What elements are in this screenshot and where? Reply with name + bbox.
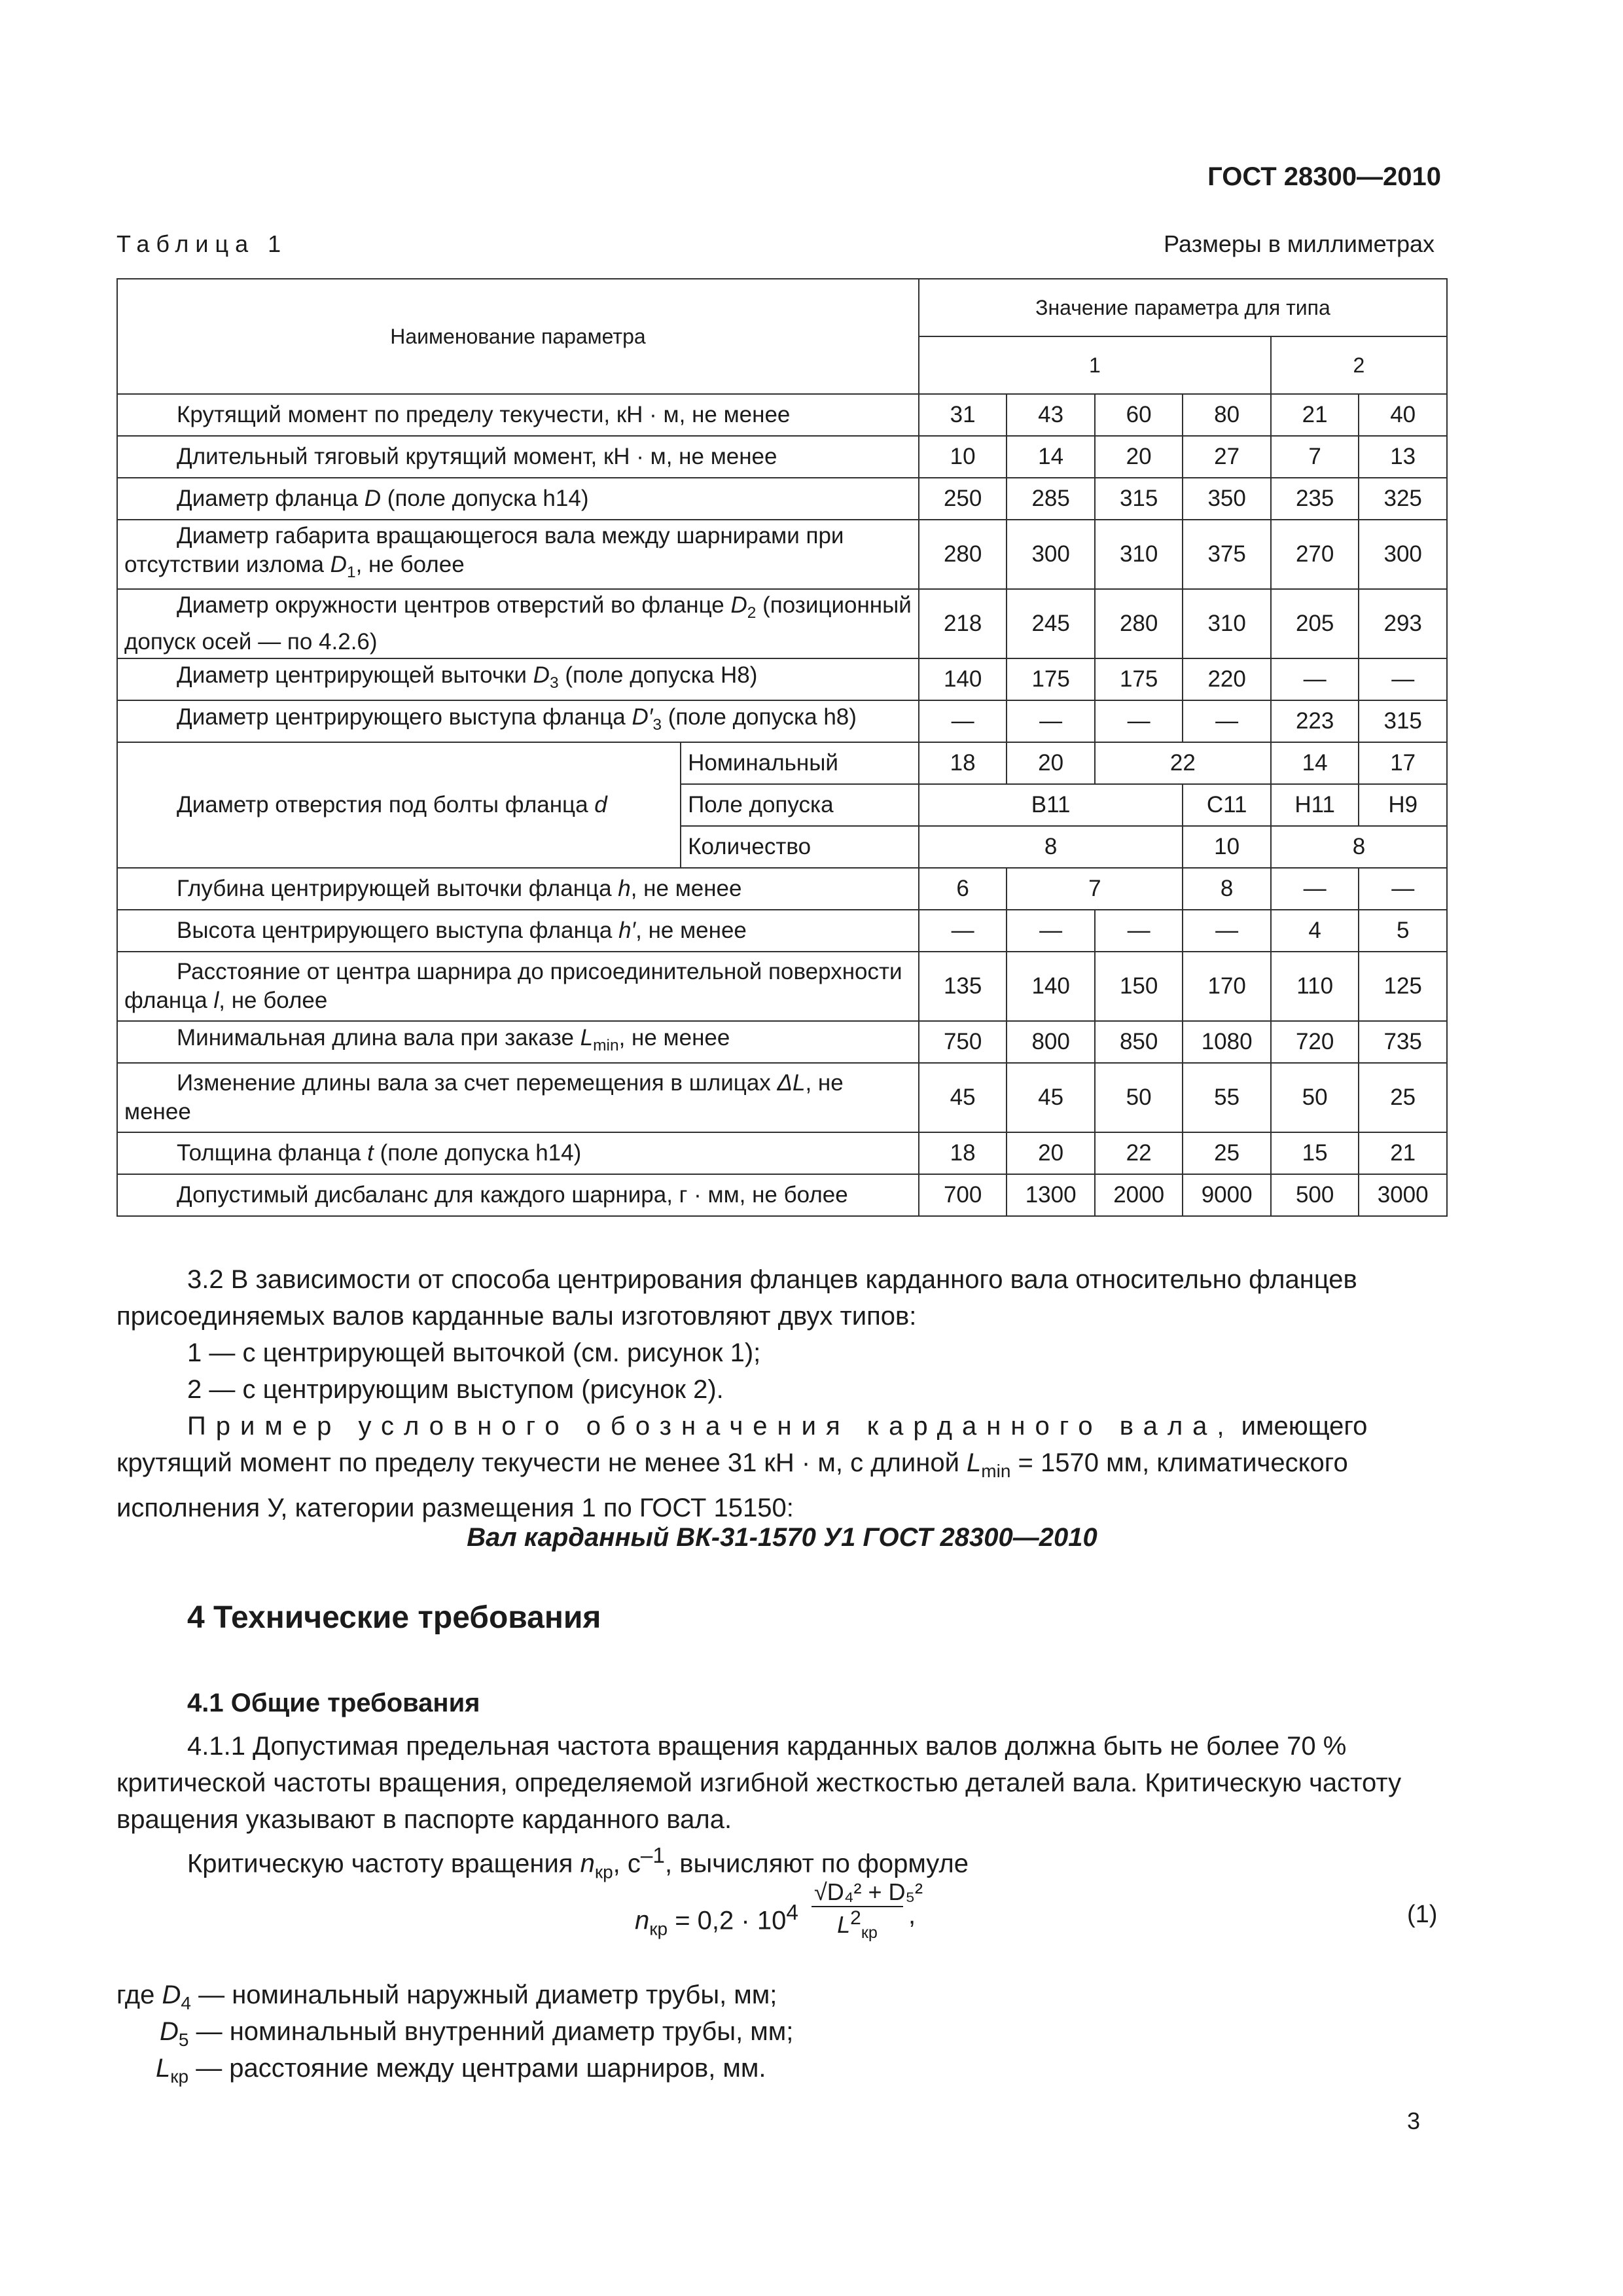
sub-param-name: Количество (681, 826, 919, 868)
value-cell: 135 (919, 952, 1007, 1021)
header-type-2: 2 (1271, 336, 1447, 394)
value-cell: 270 (1271, 520, 1359, 589)
value-cell: 205 (1271, 589, 1359, 658)
value-cell: 280 (1095, 589, 1183, 658)
value-cell: 31 (919, 394, 1007, 436)
value-cell: 500 (1271, 1174, 1359, 1216)
value-cell: 218 (919, 589, 1007, 658)
value-cell: — (1359, 868, 1447, 910)
value-cell: 140 (919, 658, 1007, 700)
paragraph-3-2: 3.2 В зависимости от способа центрирования фланцев карданного вала относительно фланцев присоединяемых валов карданные валы изготовляют двух типов: (116, 1265, 1357, 1331)
value-cell: 325 (1359, 478, 1447, 520)
list-item-type-2: 2 — с центрирующим выступом (рисунок 2). (187, 1375, 724, 1404)
value-cell: 720 (1271, 1021, 1359, 1063)
value-cell: 27 (1183, 436, 1271, 478)
value-cell: 9000 (1183, 1174, 1271, 1216)
value-cell: 50 (1095, 1063, 1183, 1132)
value-cell: 245 (1007, 589, 1095, 658)
table-row (117, 700, 1447, 742)
value-cell: 285 (1007, 478, 1095, 520)
param-name: Диаметр окружности центров отверстий во фланце $D_2$ (позиционный допуск осей — по 4.2.6) (117, 589, 919, 658)
value-cell: 150 (1095, 952, 1183, 1021)
value-cell: 300 (1359, 520, 1447, 589)
value-cell: — (1271, 658, 1359, 700)
value-cell: — (1183, 700, 1271, 742)
value-cell: 800 (1007, 1021, 1095, 1063)
table-row (117, 394, 1447, 436)
value-cell: 140 (1007, 952, 1095, 1021)
value-cell: — (919, 700, 1007, 742)
value-cell: 20 (1007, 742, 1095, 784)
table-row (117, 868, 1447, 910)
value-cell: 3000 (1359, 1174, 1447, 1216)
value-cell: 1080 (1183, 1021, 1271, 1063)
value-cell: 15 (1271, 1132, 1359, 1174)
value-cell: 280 (919, 520, 1007, 589)
formula-number: (1) (1407, 1901, 1438, 1928)
value-cell: 750 (919, 1021, 1007, 1063)
header-param-name: Наименование параметра (117, 279, 919, 394)
value-cell: 18 (919, 1132, 1007, 1174)
value-cell: 7 (1271, 436, 1359, 478)
param-name: Минимальная длина вала при заказе $L_{min}$, не менее (117, 1021, 919, 1063)
value-cell: C11 (1183, 784, 1271, 826)
value-cell: 7 (1007, 868, 1183, 910)
sub-param-name: Номинальный (681, 742, 919, 784)
table-caption-row (116, 230, 1441, 267)
value-cell: 350 (1183, 478, 1271, 520)
paragraph-4-1-1: 4.1.1 Допустимая предельная частота вращения карданных валов должна быть не более 70 % критической частоты вращения, определяемой изгибной жесткостью деталей вала. Критическую частоту вращения указывают в паспорте карданного вала. (116, 1732, 1402, 1834)
value-cell: 22 (1095, 1132, 1183, 1174)
value-cell: 700 (919, 1174, 1007, 1216)
definition-d4: где $D_4$ — номинальный наружный диаметр трубы, мм; (116, 1981, 777, 2013)
table-row (117, 589, 1447, 658)
value-cell: 45 (1007, 1063, 1095, 1132)
value-cell: 125 (1359, 952, 1447, 1021)
value-cell: 21 (1359, 1132, 1447, 1174)
value-cell: 5 (1359, 910, 1447, 952)
formula-numerator: √D₄² + D₅² (812, 1878, 903, 1907)
value-cell: 21 (1271, 394, 1359, 436)
table-caption: Таблица 1 (116, 230, 288, 257)
example-paragraph: Пример условного обозначения карданного вала, имеющего крутящий момент по пределу текучести не менее 31 кН · м, с длиной $L_{min} = 1570$ мм, климатического исполнения У, категории размещения 1 по ГОСТ 15150: (116, 1412, 1368, 1522)
value-cell: 50 (1271, 1063, 1359, 1132)
value-cell: 293 (1359, 589, 1447, 658)
value-cell: — (1183, 910, 1271, 952)
value-cell: 310 (1183, 589, 1271, 658)
param-name: Допустимый дисбаланс для каждого шарнира, г · мм, не более (117, 1174, 919, 1216)
table-units: Размеры в миллиметрах (1164, 230, 1435, 257)
param-name: Диаметр фланца D (поле допуска h14) (117, 478, 919, 520)
formula-comma: , (908, 1901, 916, 1929)
value-cell: 20 (1095, 436, 1183, 478)
value-cell: 25 (1359, 1063, 1447, 1132)
value-cell: 14 (1271, 742, 1359, 784)
value-cell: 17 (1359, 742, 1447, 784)
value-cell: 8 (1183, 868, 1271, 910)
value-cell: 80 (1183, 394, 1271, 436)
value-cell: H11 (1271, 784, 1359, 826)
value-cell: 235 (1271, 478, 1359, 520)
value-cell: 300 (1007, 520, 1095, 589)
table-row (117, 478, 1447, 520)
param-name-bolt-holes: Диаметр отверстия под болты фланца d (117, 742, 681, 868)
sub-param-name: Поле допуска (681, 784, 919, 826)
value-cell: 45 (919, 1063, 1007, 1132)
value-cell: 375 (1183, 520, 1271, 589)
variable-definitions (116, 1977, 793, 2087)
formula-fraction (812, 1878, 923, 1943)
value-cell: — (1095, 700, 1183, 742)
definition-d5: $D_5$ — номинальный внутренний диаметр трубы, мм; (160, 2017, 794, 2050)
value-cell: 175 (1007, 658, 1095, 700)
section-heading: 4 Технические требования (187, 1600, 601, 1635)
param-name: Крутящий момент по пределу текучести, кН · м, не менее (117, 394, 919, 436)
value-cell: 310 (1095, 520, 1183, 589)
value-cell: — (1359, 658, 1447, 700)
value-cell: — (1095, 910, 1183, 952)
value-cell: — (1007, 910, 1095, 952)
value-cell: H9 (1359, 784, 1447, 826)
parameters-table (116, 278, 1448, 1217)
value-cell: 250 (919, 478, 1007, 520)
subsection-heading: 4.1 Общие требования (187, 1689, 480, 1717)
param-name: Диаметр центрирующего выступа фланца $D'_3$ (поле допуска h8) (117, 700, 919, 742)
table-row (117, 436, 1447, 478)
formula-lhs: $n_{кр} = 0,2 \cdot 10^4$ (635, 1901, 798, 1939)
document-header: ГОСТ 28300—2010 (1207, 162, 1441, 191)
value-cell: 40 (1359, 394, 1447, 436)
value-cell: 110 (1271, 952, 1359, 1021)
table-row (117, 520, 1447, 589)
value-cell: 8 (1271, 826, 1447, 868)
value-cell: 43 (1007, 394, 1095, 436)
table-row (117, 1063, 1447, 1132)
value-cell: 60 (1095, 394, 1183, 436)
value-cell: 6 (919, 868, 1007, 910)
value-cell: 850 (1095, 1021, 1183, 1063)
value-cell: 20 (1007, 1132, 1095, 1174)
param-name: Диаметр центрирующей выточки $D_3$ (поле допуска H8) (117, 658, 919, 700)
value-cell: 22 (1095, 742, 1271, 784)
value-cell: 2000 (1095, 1174, 1183, 1216)
value-cell: — (1007, 700, 1095, 742)
value-cell: 735 (1359, 1021, 1447, 1063)
value-cell: 315 (1359, 700, 1447, 742)
value-cell: 13 (1359, 436, 1447, 478)
list-item-type-1: 1 — с центрирующей выточкой (см. рисунок 1); (187, 1338, 761, 1367)
param-name: Длительный тяговый крутящий момент, кН · м, не менее (117, 436, 919, 478)
value-cell: B11 (919, 784, 1183, 826)
example-label: Пример условного обозначения карданного вала, (187, 1412, 1234, 1441)
header-type-1: 1 (919, 336, 1271, 394)
table-row (117, 1132, 1447, 1174)
value-cell: 315 (1095, 478, 1183, 520)
param-name: Толщина фланца t (поле допуска h14) (117, 1132, 919, 1174)
value-cell: 18 (919, 742, 1007, 784)
value-cell: 1300 (1007, 1174, 1095, 1216)
designation-example: Вал карданный ВК-31-1570 У1 ГОСТ 28300—2010 (467, 1523, 1097, 1552)
value-cell: 4 (1271, 910, 1359, 952)
value-cell: 223 (1271, 700, 1359, 742)
param-name: Изменение длины вала за счет перемещения в шлицах ΔL, не менее (117, 1063, 919, 1132)
value-cell: 10 (1183, 826, 1271, 868)
table-row (117, 952, 1447, 1021)
param-name: Глубина центрирующей выточки фланца h, не менее (117, 868, 919, 910)
formula-intro: Критическую частоту вращения $n_{кр}$, $с^{-1}$, вычисляют по формуле (187, 1844, 969, 1882)
value-cell: — (919, 910, 1007, 952)
page-number: 3 (1407, 2108, 1421, 2134)
value-cell: 220 (1183, 658, 1271, 700)
header-param-values: Значение параметра для типа (919, 279, 1447, 336)
value-cell: 175 (1095, 658, 1183, 700)
value-cell: 10 (919, 436, 1007, 478)
value-cell: 55 (1183, 1063, 1271, 1132)
value-cell: 14 (1007, 436, 1095, 478)
param-name: Расстояние от центра шарнира до присоединительной поверхности фланца l, не более (117, 952, 919, 1021)
formula-denominator: $L^2_{кр}$ (837, 1907, 878, 1943)
table-row (117, 658, 1447, 700)
table-row (117, 1174, 1447, 1216)
table-row (117, 910, 1447, 952)
table-row (117, 742, 1447, 784)
value-cell: — (1271, 868, 1359, 910)
definition-l: $L_{кр}$ — расстояние между центрами шарниров, мм. (156, 2054, 766, 2087)
value-cell: 170 (1183, 952, 1271, 1021)
value-cell: 8 (919, 826, 1183, 868)
param-name: Диаметр габарита вращающегося вала между шарнирами при отсутствии излома $D_1$, не более (117, 520, 919, 589)
param-name: Высота центрирующего выступа фланца h′, не менее (117, 910, 919, 952)
table-row (117, 1021, 1447, 1063)
value-cell: 25 (1183, 1132, 1271, 1174)
